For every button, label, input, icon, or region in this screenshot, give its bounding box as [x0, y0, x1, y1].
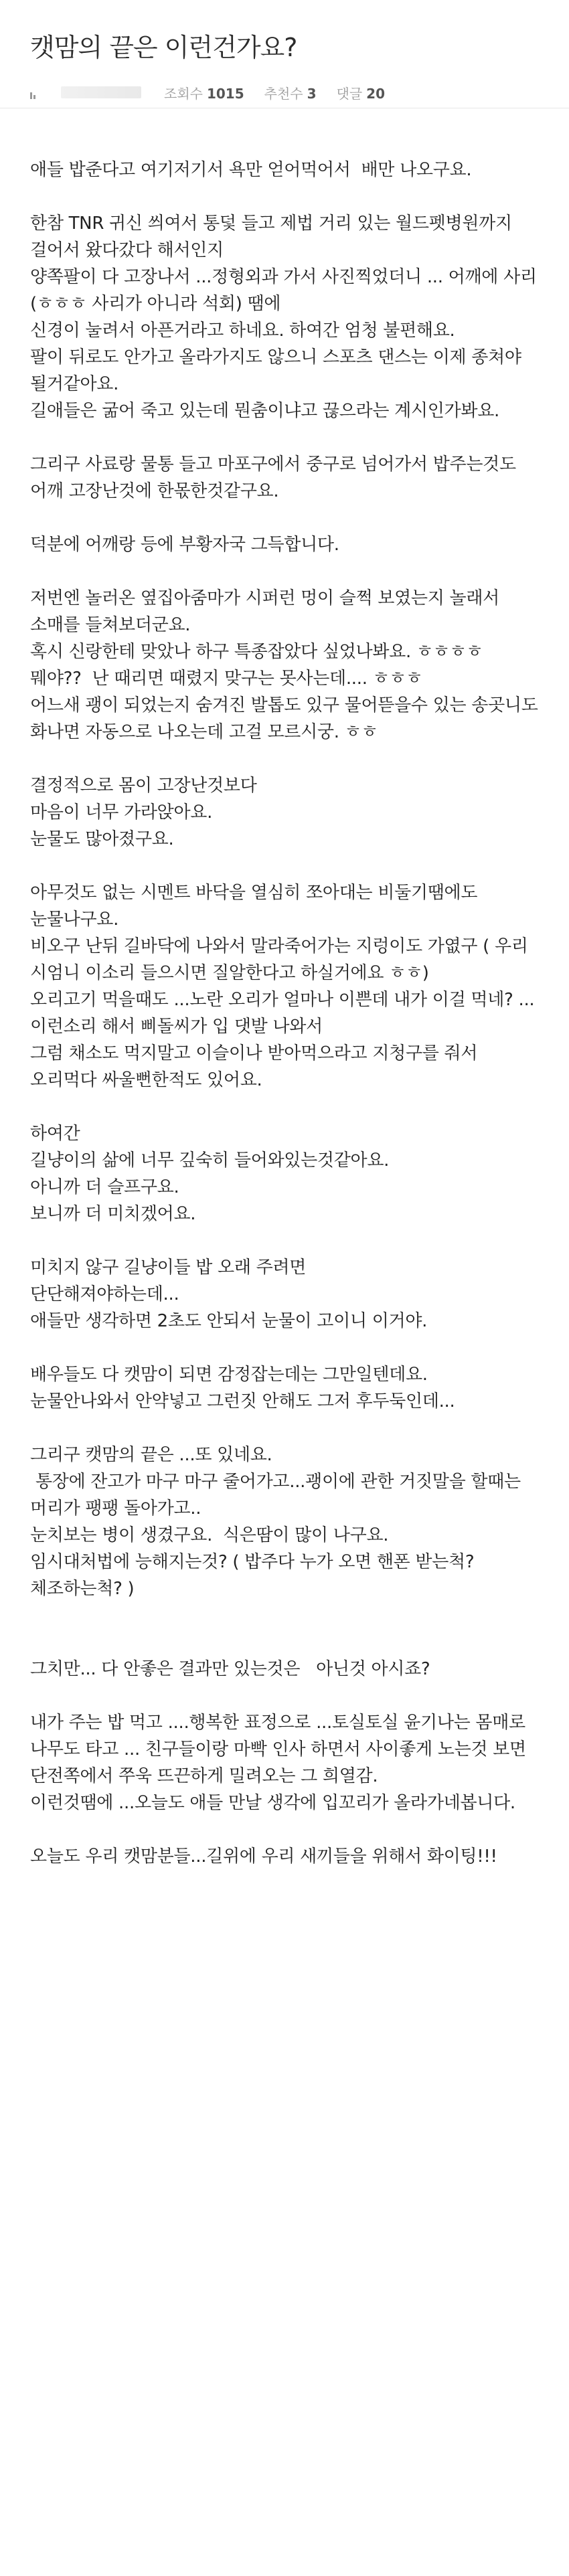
body-line: 단전쪽에서 쭈욱 뜨끈하게 밀려오는 그 희열감.	[30, 1766, 378, 1786]
view-count-label: 조회수	[164, 85, 203, 102]
body-line: 눈치보는 병이 생겼구요. 식은땀이 많이 나구요.	[30, 1525, 389, 1545]
body-line: 그리구 사료랑 물통 들고 마포구에서 중구로 넘어가서 밥주는것도 어깨 고장난것에 한몫한것같구요.	[30, 454, 521, 501]
body-line: 애들만 생각하면 2초도 안되서 눈물이 고이니 이거야.	[30, 1311, 428, 1331]
view-count	[164, 83, 244, 102]
body-line: 덕분에 어깨랑 등에 부황자국 그득합니다.	[30, 535, 339, 555]
like-count	[264, 83, 317, 102]
blank-line	[30, 1335, 549, 1361]
body-line: 눈물도 많아졌구요.	[30, 829, 174, 849]
body-line: 어느새 괭이 되었는지 숨겨진 발톱도 있구 물어뜯을수 있는 송곳니도 화나면 자동으로 나오는데 고걸 모르시궁. ㅎㅎ	[30, 695, 544, 742]
comment-count-label: 댓글	[336, 85, 363, 102]
blank-line	[30, 505, 549, 531]
view-count-value: 1015	[206, 85, 244, 102]
body-line: 배우들도 다 캣맘이 되면 감정잡는데는 그만일텐데요.	[30, 1365, 428, 1385]
body-line: 이런것땜에 ...오늘도 애들 만날 생각에 입꼬리가 올라가네봅니다.	[30, 1793, 515, 1813]
comment-count-value: 20	[366, 85, 386, 102]
body-line: 단단해져야하는데...	[30, 1284, 179, 1304]
blank-line	[30, 424, 549, 451]
body-line: 그치만... 다 안좋은 결과만 있는것은 아닌것 아시죠?	[30, 1659, 430, 1679]
body-line: 길애들은 굶어 죽고 있는데 뭔춤이냐고 끊으라는 계시인가봐요.	[30, 401, 499, 421]
post-title: 캣맘의 끝은 이런건가요?	[30, 33, 297, 62]
body-line: 애들 밥준다고 여기저기서 욕만 얻어먹어서 배만 나오구요.	[30, 160, 472, 180]
body-line: 보니까 더 미치겠어요.	[30, 1204, 196, 1224]
body-line: 한참 TNR 귀신 씌여서 통덫 들고 제법 거리 있는 월드펫병원까지 걸어서 왔다갔다 해서인지	[30, 213, 517, 260]
blank-line	[30, 1683, 549, 1709]
body-line: 팔이 뒤로도 안가고 올라가지도 않으니 스포츠 댄스는 이제 종쳐야 될거같아요.	[30, 347, 527, 394]
blank-line	[30, 1816, 549, 1843]
body-line: 뭬야?? 난 때리면 때렸지 맞구는 못사는데.... ㅎㅎㅎ	[30, 669, 423, 689]
body-line: 눈물안나와서 안약넣고 그런짓 안해도 그저 후두둑인데...	[30, 1391, 455, 1411]
body-line: 임시대처법에 능해지는것? ( 밥주다 누가 오면 핸폰 받는척? 체조하는척? )	[30, 1552, 485, 1599]
body-line: 그리구 캣맘의 끝은 ...또 있네요.	[30, 1445, 272, 1465]
body-line: 나무도 타고 ... 친구들이랑 마빡 인사 하면서 사이좋게 노는것 보면	[30, 1739, 526, 1759]
body-line: 양쪽팔이 다 고장나서 ...정형외과 가서 사진찍었더니 ... 어깨에 사리 (ㅎㅎㅎ 사리가 아니라 석회) 땜에	[30, 267, 542, 314]
blank-line	[30, 1602, 549, 1629]
post-body	[0, 108, 569, 1870]
body-line: 아니까 더 슬프구요.	[30, 1177, 179, 1197]
body-line: 미치지 않구 길냥이들 밥 오래 주려면	[30, 1258, 307, 1278]
blank-line	[30, 853, 549, 879]
body-line: 오리고기 먹을때도 ...노란 오리가 얼마나 이쁜데 내가 이걸 먹네? ...이런소리 해서 삐돌씨가 입 댓발 나와서	[30, 990, 535, 1037]
body-line: 비오구 난뒤 길바닥에 나와서 말라죽어가는 지렁이도 가엾구 ( 우리 시엄니 이소리 들으시면 질알한다고 하실거에요 ㅎㅎ)	[30, 936, 534, 983]
blank-line	[30, 1094, 549, 1120]
blank-line	[30, 558, 549, 585]
body-line: 결정적으로 몸이 고장난것보다	[30, 776, 257, 796]
post-header	[0, 0, 569, 108]
body-line: 혹시 신랑한테 맞았나 하구 특종잡았다 싶었나봐요. ㅎㅎㅎㅎ	[30, 642, 483, 662]
comment-count[interactable]	[337, 83, 385, 102]
post-meta	[30, 83, 545, 102]
body-line: 내가 주는 밥 먹고 ....행복한 표정으로 ...토실토실 윤기나는 몸매로	[30, 1713, 525, 1733]
like-count-label: 추천수	[264, 85, 303, 102]
blank-line	[30, 1415, 549, 1442]
blank-line	[30, 1227, 549, 1254]
like-count-value: 3	[307, 85, 317, 102]
blank-line	[30, 183, 549, 210]
body-line: 그럼 채소도 먹지말고 이슬이나 받아먹으라고 지청구를 줘서 오리먹다 싸울뻔한적도 있어요.	[30, 1043, 483, 1090]
author-name-redacted[interactable]	[61, 86, 141, 98]
body-line: 하여간	[30, 1124, 80, 1144]
body-line: 마음이 너무 가라앉아요.	[30, 802, 213, 823]
body-line: 오늘도 우리 캣맘분들...길위에 우리 새끼들을 위해서 화이팅!!!	[30, 1847, 497, 1867]
author-level-icon	[30, 86, 44, 99]
body-line: 아무것도 없는 시멘트 바닥을 열심히 쪼아대는 비둘기땜에도 눈물나구요.	[30, 883, 483, 930]
blank-line	[30, 746, 549, 772]
body-line: 통장에 잔고가 마구 마구 줄어가고...괭이에 관한 거짓말을 할때는 머리가 팽팽 돌아가고..	[30, 1472, 526, 1519]
blank-line	[30, 1629, 549, 1656]
body-line: 신경이 눌려서 아픈거라고 하네요. 하여간 엄청 불편해요.	[30, 321, 455, 341]
body-line: 저번엔 놀러온 옆집아줌마가 시퍼런 멍이 슬쩍 보였는지 놀래서 소매를 들쳐보더군요.	[30, 588, 505, 635]
body-line: 길냥이의 삶에 너무 깊숙히 들어와있는것같아요.	[30, 1150, 390, 1171]
